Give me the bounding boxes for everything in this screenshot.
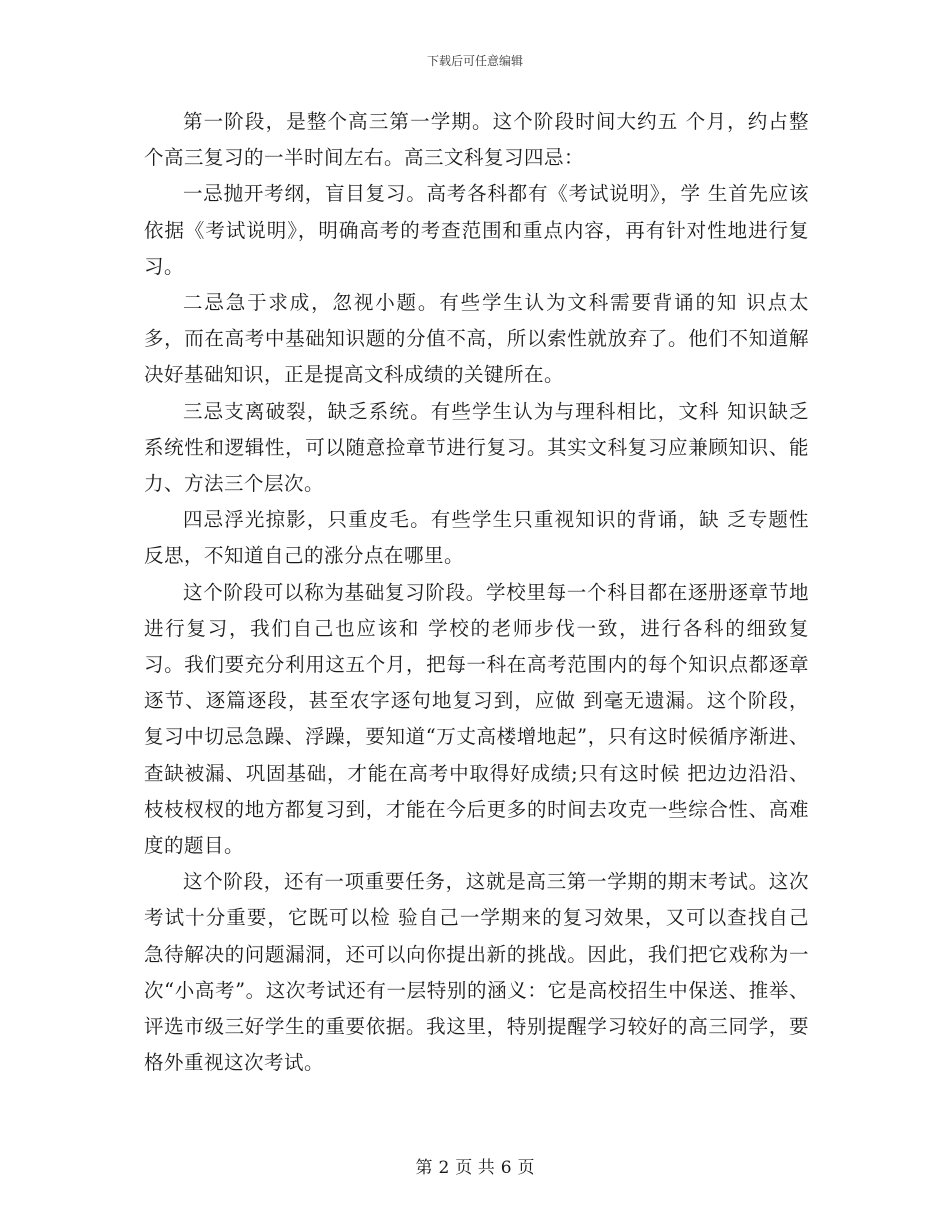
footer-prefix: 第 bbox=[415, 1158, 433, 1178]
footer-current-page: 2 bbox=[438, 1158, 450, 1178]
paragraph-2: 一忌抛开考纲，盲目复习。高考各科都有《考试说明》，学 生首先应该依据《考试说明》，明确高考的考查范围和重点内容，再有针对性地进行复习。 bbox=[144, 182, 809, 278]
paragraph-7: 这个阶段，还有一项重要任务，这就是高三第一学期的期末考试。这次考试十分重要，它既可以检 验自己一学期来的复习效果，又可以查找自己急待解决的问题漏洞，还可以向你提出新的挑战。因此，我们把它戏称为一次“小高考”。这次考试还有一层特别的涵义：它是高校招生中保送、推举、评选市级三好学生的重要依据。我这里，特别提醒学习较好的高三同学，要格外重视这次考试。 bbox=[144, 870, 809, 1075]
paragraph-3: 二忌急于求成，忽视小题。有些学生认为文科需要背诵的知 识点太多，而在高考中基础知识题的分值不高，所以索性就放弃了。他们不知道解决好基础知识，正是提高文科成绩的关键所在。 bbox=[144, 291, 809, 387]
footer-middle: 页 共 bbox=[455, 1158, 495, 1178]
footer-total-pages: 6 bbox=[500, 1158, 512, 1178]
paragraph-4: 三忌支离破裂，缺乏系统。有些学生认为与理科相比，文科 知识缺乏系统性和逻辑性，可以随意捡章节进行复习。其实文科复习应兼顾知识、能力、方法三个层次。 bbox=[144, 399, 809, 496]
page-header-note: 下载后可任意编辑 bbox=[426, 54, 523, 68]
footer-suffix: 页 bbox=[517, 1158, 535, 1178]
paragraph-6: 这个阶段可以称为基础复习阶段。学校里每一个科目都在逐册逐章节地进行复习，我们自己也应该和 学校的老师步伐一致，进行各科的细致复习。我们要充分利用这五个月，把每一科在高考范围内的每个知识点都逐章逐节、逐篇逐段，甚至农字逐句地复习到，应做 到毫无遗漏。这个阶段，复习中切忌急躁、浮躁，要知道“万丈高楼增地起”，只有这时候循序渐进、查缺被漏、巩固基础，才能在高考中取得好成绩;只有这时候 把边边沿沿、枝枝杈杈的地方都复习到，才能在今后更多的时间去攻克一些综合性、高难度的题目。 bbox=[144, 580, 809, 858]
paragraph-1: 第一阶段，是整个高三第一学期。这个阶段时间大约五 个月，约占整个高三复习的一半时间左右。高三文科复习四忌： bbox=[144, 110, 809, 170]
page-number-footer bbox=[0, 1153, 950, 1178]
paragraph-5: 四忌浮光掠影，只重皮毛。有些学生只重视知识的背诵，缺 乏专题性反思，不知道自己的涨分点在哪里。 bbox=[144, 508, 809, 568]
document-body bbox=[144, 104, 809, 1081]
